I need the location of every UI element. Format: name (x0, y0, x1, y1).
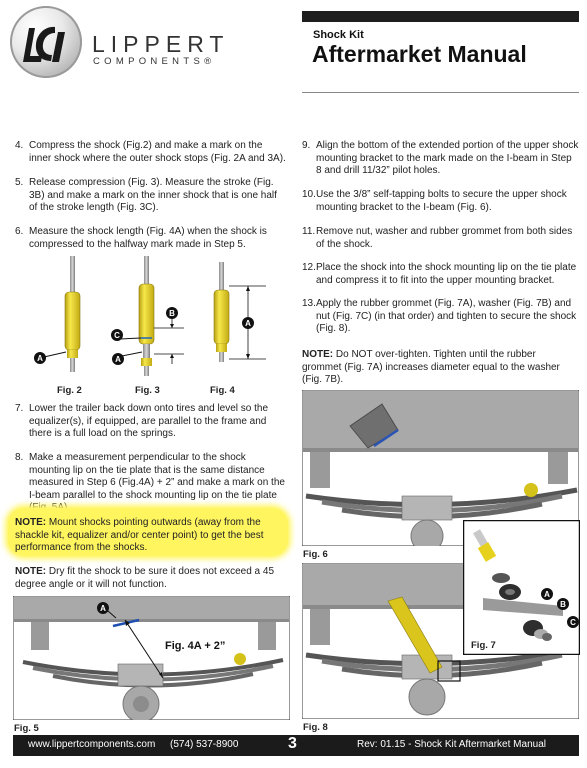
footer-website[interactable]: www.lippertcomponents.com (28, 739, 156, 750)
fig3-label: Fig. 3 (135, 385, 160, 396)
svg-text:C: C (570, 618, 576, 627)
step-number: 13. (302, 298, 316, 309)
fig3-shock (139, 256, 154, 376)
step-12 (302, 262, 580, 288)
step-number: 10. (302, 189, 316, 200)
step-number: 6. (15, 226, 24, 237)
step-13 (302, 298, 580, 336)
lci-logo-icon (17, 14, 75, 72)
step-number: 4. (15, 140, 24, 151)
fig6-label: Fig. 6 (303, 549, 328, 560)
step-5 (15, 177, 287, 215)
step-4 (15, 140, 287, 166)
doc-title: Aftermarket Manual (312, 41, 527, 67)
note-text: Do NOT over-tighten. Tighten until the rubber grommet (Fig. 7A) increases diameter equal to the washer (Fig. 7B). (302, 349, 560, 386)
step-10 (302, 189, 580, 215)
brand-name: LIPPERT (92, 31, 230, 57)
footer-phone: (574) 537-8900 (170, 739, 239, 750)
step-6 (15, 226, 287, 252)
note-dry-fit (15, 566, 287, 591)
header-divider (302, 92, 579, 93)
fig7-inset-image (463, 520, 580, 655)
brand-subtitle: COMPONENTS® (93, 56, 216, 67)
svg-text:A: A (544, 590, 550, 599)
note-label: NOTE: (15, 566, 47, 577)
fig5-image (13, 596, 290, 720)
step-number: 12. (302, 262, 316, 273)
step-text: Release compression (Fig. 3). Measure the stroke (Fig. 3B) and make a mark on the inner shock that is one half of the stroke length (Fig. 3C). (29, 177, 277, 214)
note-label: NOTE: (15, 517, 47, 528)
step-text: Remove nut, washer and rubber grommet from both sides of the shock. (316, 226, 573, 250)
step-text: Apply the rubber grommet (Fig. 7A), washer (Fig. 7B) and nut (Fig. 7C) (in that order) and tighten to secure the shock (Fig. 8). (316, 298, 577, 335)
page-number: 3 (288, 735, 297, 752)
step-number: 9. (302, 140, 311, 151)
svg-text:A: A (100, 604, 106, 613)
step-8 (15, 452, 287, 504)
fig2-shock (65, 256, 80, 372)
step-text: Align the bottom of the extended portion of the upper shock mounting bracket to the mark made on the I-beam in Step 8 and drill 11/32” pilot holes. (316, 140, 579, 177)
footer-revision: Rev: 01.15 - Shock Kit Aftermarket Manual (357, 739, 546, 750)
step-number: 8. (15, 452, 24, 463)
fig4-shock (214, 262, 229, 362)
fig4-label: Fig. 4 (210, 385, 235, 396)
step-number: 11. (302, 226, 316, 237)
step-text: Use the 3/8” self-tapping bolts to secure the upper shock mounting bracket to the I-beam (Fig. 6). (316, 189, 567, 213)
step-number: 5. (15, 177, 24, 188)
step-text: Make a measurement perpendicular to the shock mounting lip on the tie plate that is the same distance measured in Step 6 (Fig.4A) + 2” and make a mark on the I-beam parallel to the shock mounting lip on the tie plate (29, 452, 285, 501)
header-bar (302, 11, 579, 22)
step-text: Place the shock into the shock mounting lip on the tie plate and compress it to fit into the upper mounting bracket. (316, 262, 577, 286)
fig7-label: Fig. 7 (471, 640, 496, 651)
step-7 (15, 403, 287, 441)
doc-subtitle: Shock Kit (313, 29, 364, 41)
svg-text:C: C (114, 331, 120, 340)
note-label: NOTE: (302, 349, 334, 360)
fig5-dimension-label: Fig. 4A + 2” (165, 640, 226, 652)
note-tighten (302, 349, 578, 387)
svg-text:A: A (245, 319, 251, 328)
svg-text:A: A (115, 355, 121, 364)
svg-text:B: B (560, 600, 566, 609)
step-text: Lower the trailer back down onto tires and level so the equalizer(s), if equipped, are parallel to the frame and there is a full load on the springs. (29, 403, 269, 440)
note-mount-shocks (15, 517, 285, 555)
note-text: Dry fit the shock to be sure it does not exceed a 45 degree angle or it will not function. (15, 566, 275, 590)
step-9 (302, 140, 580, 178)
fig2-label: Fig. 2 (57, 385, 82, 396)
step-number: 7. (15, 403, 24, 414)
step-text: Compress the shock (Fig.2) and make a mark on the inner shock where the outer shock stops (Fig. 2A and 3A). (29, 140, 286, 164)
svg-text:A: A (37, 354, 43, 363)
fig5-label: Fig. 5 (14, 723, 39, 734)
shock-figures-2-3-4 (20, 256, 290, 396)
note-text: Mount shocks pointing outwards (away from the shackle kit, equalizer and/or center point) to get the best performance from the shocks. (15, 517, 264, 554)
svg-text:B: B (169, 309, 175, 318)
step-text: Measure the shock length (Fig. 4A) when the shock is compressed to the halfway mark made in Step 5. (29, 226, 267, 250)
fig8-label: Fig. 8 (303, 722, 328, 733)
step-11 (302, 226, 580, 252)
